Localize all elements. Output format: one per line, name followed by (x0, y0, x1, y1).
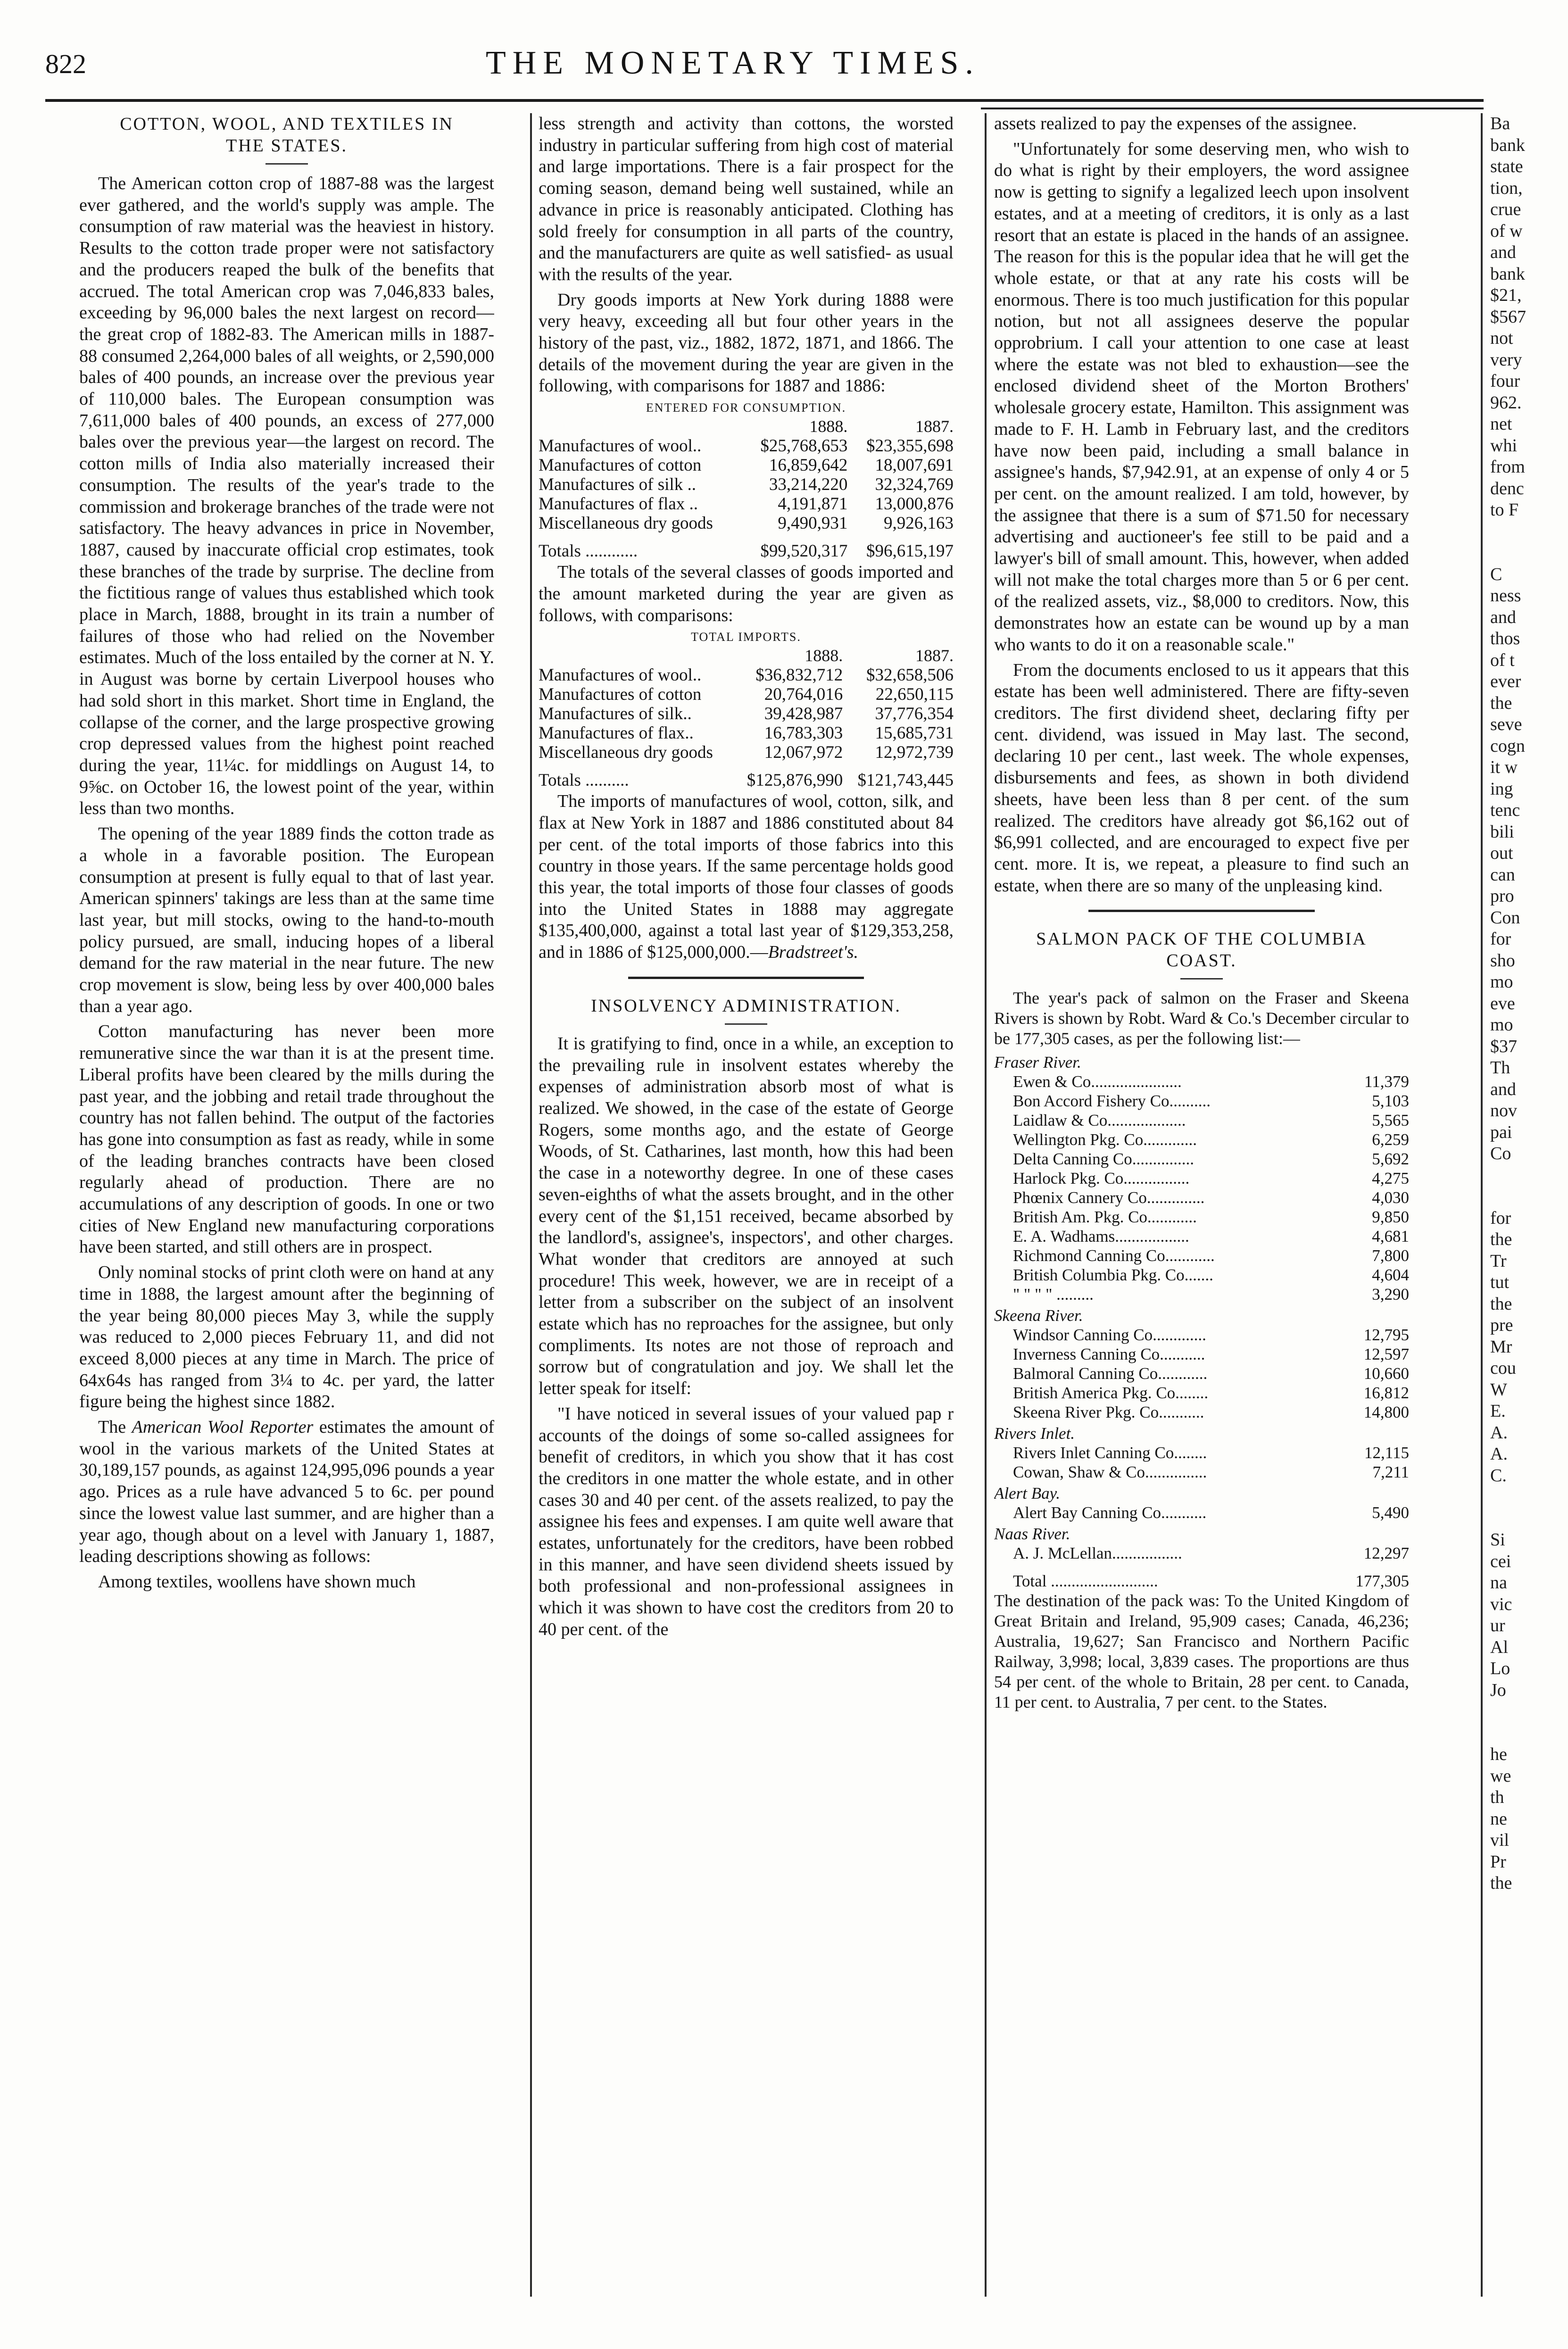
clipped-text-fragment: bank (1490, 135, 1525, 155)
clipped-text-fragment: the (1490, 1873, 1512, 1893)
cannery-table (994, 1443, 1409, 1482)
paragraph-lead: The (98, 1417, 126, 1437)
cannery-cases: 9,850 (1372, 1208, 1409, 1227)
clipped-text-fragment (1490, 1701, 1561, 1744)
clipped-text-fragment: denc (1490, 478, 1524, 498)
cannery-table (994, 1072, 1409, 1304)
clipped-text-fragment: we (1490, 1766, 1511, 1786)
table-header-row (539, 417, 954, 436)
table-row (539, 685, 954, 704)
cannery-row (994, 1285, 1409, 1304)
clipped-text-fragment: whi (1490, 435, 1517, 456)
paragraph: The totals of the several classes of goods imported and the amount marketed during the year are given as follows, with comparisons: (539, 562, 954, 625)
paragraph: From the documents enclosed to us it appears that this estate has been well administered. There are fifty-seven creditors. The first dividend sheet, declaring fifty per cent. dividend, was issued in May last. The second, declaring 10 per cent., last week. The whole expenses, disbursements and fees, as shown in both dividend sheets, have been less than 8 per cent. of the sum realized. The creditors have already got $6,162 out of $6,991 collected, and are encouraged to expect five per cent. more. It is, we repeat, a pleasure to find such an estate, when there are so many of the unpleasing kind. (994, 660, 1409, 896)
table-row (539, 665, 954, 685)
cannery-table (994, 1544, 1409, 1563)
header-rule (45, 99, 1484, 102)
cannery-cases: 7,800 (1372, 1246, 1409, 1265)
clipped-text-fragment: 962. (1490, 392, 1522, 413)
cannery-cases: 7,211 (1372, 1463, 1409, 1482)
clipped-text-fragment: Si (1490, 1530, 1505, 1550)
row-label: Manufactures of cotton (539, 456, 702, 475)
row-value-1887: 12,972,739 (875, 743, 954, 763)
row-label: Manufactures of flax .. (539, 494, 698, 514)
paragraph: "I have noticed in several issues of your valued pap r accounts of the doings of some so-called assignees for benefit of creditors, in which you show that it has cost the creditors in one matter the whole estate, and in other cases 30 and 40 per cent. of the assets realized, to pay the assignee his fees and expenses. I am quite well aware that estates, unfortunately for the creditors, have been robbed in this manner, and have seen dividend sheets issued by both professional and non-professional assignees in which it was shown to have cost the creditors from 20 to 40 per cent. of the (539, 1403, 954, 1639)
clipped-text-fragment (1490, 1486, 1561, 1529)
page-number: 822 (45, 49, 86, 79)
clipped-text-fragment: not (1490, 328, 1513, 348)
article-title-salmon (994, 928, 1409, 971)
column-2 (539, 113, 954, 2297)
row-value-1887: 22,650,115 (875, 685, 954, 705)
cannery-name: A. J. McLellan................. (1013, 1544, 1182, 1563)
cannery-row (994, 1227, 1409, 1246)
clipped-text-fragment: of w (1490, 221, 1523, 241)
clipped-text-fragment: and (1490, 607, 1516, 627)
table-total-row (539, 533, 954, 561)
clipped-text-fragment: tenc (1490, 800, 1520, 820)
title-rule (265, 163, 308, 165)
column-3 (994, 113, 1409, 2297)
column-1 (79, 113, 494, 2297)
cannery-name: Delta Canning Co............... (1013, 1150, 1194, 1169)
cannery-row (994, 1403, 1409, 1422)
clipped-text-fragment: four (1490, 371, 1520, 391)
column-divider (1481, 113, 1483, 2297)
total-value: $125,876,990 (747, 771, 843, 790)
cannery-cases: 14,800 (1363, 1403, 1409, 1422)
cannery-name: Cowan, Shaw & Co............... (1013, 1463, 1207, 1482)
total-value: $96,615,197 (866, 541, 954, 561)
paragraph (79, 1417, 494, 1568)
cannery-row (994, 1169, 1409, 1188)
clipped-text-fragment: Ba (1490, 114, 1510, 133)
clipped-text-fragment: net (1490, 414, 1512, 434)
clipped-text-fragment: the (1490, 693, 1512, 713)
article-title-line: COAST. (1166, 951, 1237, 971)
clipped-text-fragment: pro (1490, 886, 1514, 906)
row-label: Manufactures of wool.. (539, 665, 702, 685)
article-title-line: SALMON PACK OF THE COLUMBIA (1036, 929, 1367, 949)
row-value-1887: 13,000,876 (875, 494, 954, 514)
clipped-text-fragment: Con (1490, 907, 1520, 928)
paragraph: The opening of the year 1889 finds the cotton trade as a whole in a favorable position. The European consumption at present is fully equal to that of last year. American spinners' takings are less than at the same time last year, but mill stocks, owing to the hand-to-mouth policy pursued, are small, inducing hopes of a liberal demand for the raw material in the near future. The new crop movement is slow, being less by over 400,000 bales than a year ago. (79, 824, 494, 1016)
clipped-text-fragment: it w (1490, 757, 1518, 777)
cannery-name: Inverness Canning Co........... (1013, 1345, 1205, 1364)
table-row (539, 456, 954, 475)
total-value: 177,305 (1355, 1572, 1409, 1591)
clipped-text-fragment: tut (1490, 1272, 1510, 1292)
cannery-cases: 6,259 (1372, 1130, 1409, 1149)
paragraph: less strength and activity than cottons, the worsted industry in particular suffering from high cost of material and large importations. There is a fair prospect for the coming season, demand being well sustained, while an advance in price is reasonably anticipated. Clothing has sold freely for consumption in all parts of the country, and the manufacturers are quite as well satisfied- as usual with the results of the year. (539, 114, 954, 284)
row-value-1887: 15,685,731 (875, 723, 954, 743)
clipped-text-fragment: the (1490, 1294, 1512, 1314)
cannery-row (994, 1130, 1409, 1149)
cannery-cases: 12,297 (1363, 1544, 1409, 1563)
cannery-row (994, 1149, 1409, 1169)
paragraph-body: The imports of manufactures of wool, cotton, silk, and flax at New York in 1887 and 1886 constituted about 84 per cent. of the total imports of those fabrics into this country in those years. If the same percentage holds good this year, the total imports of those four classes of goods into the United States in 1888 may aggregate $135,400,000, against a total last year of $129,353,258, and in 1886 of $125,000,000.— (539, 791, 954, 963)
cannery-cases: 11,379 (1364, 1072, 1409, 1091)
paragraph (539, 791, 954, 963)
clipped-text-fragment: cou (1490, 1358, 1516, 1378)
cannery-name: Rivers Inlet Canning Co........ (1013, 1444, 1207, 1462)
cannery-name: Wellington Pkg. Co............. (1013, 1130, 1197, 1149)
row-value-1888: $25,768,653 (760, 436, 848, 456)
cannery-row (994, 1265, 1409, 1285)
cannery-row (994, 1246, 1409, 1265)
cannery-name: " " " " ......... (1013, 1285, 1094, 1304)
clipped-text-fragment: vil (1490, 1830, 1510, 1850)
cannery-name: Phœnix Cannery Co.............. (1013, 1188, 1205, 1207)
clipped-text-fragment: cogn (1490, 736, 1525, 756)
clipped-text-fragment: $21, (1490, 285, 1522, 305)
clipped-text-fragment: ne (1490, 1809, 1507, 1829)
clipped-text-fragment (1490, 521, 1561, 564)
cannery-cases: 5,490 (1372, 1503, 1409, 1522)
row-value-1887: 37,776,354 (875, 704, 954, 724)
table-body (539, 436, 954, 533)
cannery-cases: 4,275 (1372, 1169, 1409, 1188)
year-header: 1888. (805, 646, 843, 665)
clipped-text-fragment: pre (1490, 1315, 1513, 1335)
cannery-cases: 3,290 (1372, 1285, 1409, 1304)
article-title-line: COTTON, WOOL, AND TEXTILES IN (120, 114, 454, 134)
clipped-text-fragment: Co (1490, 1144, 1511, 1163)
row-value-1888: 16,859,642 (769, 456, 848, 475)
row-value-1888: $36,832,712 (755, 665, 843, 685)
clipped-text-fragment: thos (1490, 629, 1520, 648)
cannery-row (994, 1364, 1409, 1383)
column-divider (530, 113, 532, 2297)
cannery-name: Windsor Canning Co............. (1013, 1326, 1206, 1345)
column-divider (985, 113, 987, 2297)
row-value-1888: 39,428,987 (764, 704, 843, 724)
clipped-text-fragment: very (1490, 349, 1522, 370)
cannery-cases: 4,030 (1372, 1188, 1409, 1207)
clipped-text-fragment: and (1490, 242, 1516, 262)
clipped-text-fragment: ing (1490, 779, 1513, 799)
cannery-name: Alert Bay Canning Co........... (1013, 1503, 1207, 1522)
paragraph: The year's pack of salmon on the Fraser and Skeena Rivers is shown by Robt. Ward & Co.'s December circular to be 177,305 cases, as per the following list:— (994, 988, 1409, 1048)
cannery-cases: 5,565 (1372, 1111, 1409, 1130)
paragraph: Dry goods imports at New York during 1888 were very heavy, exceeding all but four other years in the history of the past, viz., 1882, 1872, 1871, and 1866. The details of the movement during the year are given in the following, with comparisons for 1887 and 1886: (539, 290, 954, 396)
clipped-text-fragment: $567 (1490, 307, 1526, 327)
table-header-row (539, 646, 954, 665)
row-value-1888: 4,191,871 (778, 494, 848, 514)
clipped-text-fragment: nov (1490, 1101, 1517, 1121)
cannery-cases: 4,681 (1372, 1227, 1409, 1246)
clipped-text-fragment: Jo (1490, 1680, 1506, 1700)
clipped-text-fragment: he (1490, 1744, 1507, 1764)
row-label: Miscellaneous dry goods (539, 743, 713, 763)
cannery-name: Harlock Pkg. Co................ (1013, 1169, 1190, 1188)
clipped-text-fragment: Th (1490, 1058, 1510, 1078)
clipped-text-fragment: sho (1490, 950, 1515, 971)
river-heading: Alert Bay. (994, 1484, 1060, 1503)
cannery-row (994, 1345, 1409, 1364)
river-heading: Rivers Inlet. (994, 1424, 1075, 1443)
imports-table (539, 646, 954, 790)
cannery-table (994, 1503, 1409, 1522)
paragraph: The American cotton crop of 1887-88 was the largest ever gathered, and the world's supply was ample. The consumption of raw material was the heaviest in history. Results to the cotton trade proper were not satisfactory and the producers reaped the bulk of the benefits that accrued. The total American crop was 7,046,833 bales, exceeding by 96,000 bales the next largest on record—the great crop of 1882-83. The American mills in 1887-88 consumed 2,264,000 bales of all weights, or 2,590,000 bales of 400 pounds, an increase over the previous year of 110,000 bales. The European consumption was 7,611,000 bales of 400 pounds, an excess of 277,000 bales over the previous year—the largest on record. The cotton mills of India also materially increased their consumption. The results of the year's trade to the commission and brokerage branches of the trade were not satisfactory. The heavy advances in price in November, 1887, caused by inaccurate official crop estimates, took these branches of the trade by surprise. The decline from the fictitious range of values thus established which took place in March, 1888, brought in its train a number of failures of those who had relied on the November estimates. Much of the loss entailed by the corner at N. Y. in August was borne by certain Liverpool houses who had sold short in this market. Short time in England, the collapse of the corner, and the large prospective growing crop depressed values from the highest point reached during the year, 11¼c. for middlings on August 14, to 9⅝c. on October 16, the lowest point of the year, within less than two months. (79, 174, 494, 819)
clipped-text-fragment: and (1490, 1079, 1516, 1099)
article-title-insolvency: INSOLVENCY ADMINISTRATION. (591, 996, 901, 1016)
clipped-text-fragment: Al (1490, 1637, 1508, 1657)
row-label: Miscellaneous dry goods (539, 514, 713, 533)
cannery-name: Ewen & Co...................... (1013, 1072, 1182, 1091)
pack-total-row (994, 1563, 1409, 1591)
total-value: $121,743,445 (857, 771, 954, 790)
row-value-1887: 32,324,769 (875, 475, 954, 495)
clipped-text-fragment: for (1490, 1208, 1511, 1228)
row-value-1888: 20,764,016 (764, 685, 843, 705)
cannery-cases: 5,103 (1372, 1092, 1409, 1111)
row-value-1888: 16,783,303 (764, 723, 843, 743)
clipped-text-fragment: mo (1490, 972, 1513, 992)
paragraph: "Unfortunately for some deserving men, who wish to do what is right by their employers, the word assignee now is getting to signify a legalized leech upon insolvent estates, and at a meeting of creditors, it is only as a last resort that an estate is placed in the hands of an assignee. The reason for this is the popular idea that he will get the whole estate, or that at any rate his costs will be enormous. There is too much justification for this popular notion, but not all assignees deserve the popular opprobrium. I call your attention to one case at least where the estate was not bled to exhaustion—see the enclosed dividend sheet of the Morton Brothers' wholesale grocery estate, Hamilton. This assignment was made to F. H. Lamb in February last, and the creditors have now been paid, including a small balance in assignee's hands, $7,942.91, at an expense of only 4 or 5 per cent. on the amount realized. I am told, however, by the assignee that there is a sum of $71.50 for necessary advertising and auctioneer's fee still to be paid and a lawyer's bill of small amount. This, however, when added will not make the total charges more than 5 or 6 per cent. of the realized assets, viz., $8,000 to creditors. Now, this demonstrates how an estate can be wound up by a man who wants to do it on a reasonable scale." (994, 139, 1409, 655)
cannery-cases: 4,604 (1372, 1266, 1409, 1285)
header-rule-secondary (981, 108, 1484, 109)
table-title: TOTAL IMPORTS. (691, 630, 801, 644)
cannery-cases: 10,660 (1363, 1364, 1409, 1383)
year-header: 1888. (809, 417, 848, 436)
table-row (539, 514, 954, 533)
clipped-text-fragment: Pr (1490, 1851, 1506, 1872)
clipped-text-fragment: C (1490, 564, 1502, 584)
paragraph: Only nominal stocks of print cloth were on hand at any time in 1888, the largest amount after the beginning of the year being 80,000 pieces May 3, while the supply was reduced to 2,000 pieces February 11, and did not exceed 8,000 pieces at any time in March. The price of 64x64s has ranged from 3¼ to 4c. per yard, the latter figure being the highest since 1882. (79, 1262, 494, 1412)
cannery-name: Bon Accord Fishery Co.......... (1013, 1092, 1211, 1111)
clipped-text-fragment: $37 (1490, 1036, 1517, 1056)
table-row (539, 743, 954, 762)
clipped-text-fragment: crue (1490, 199, 1521, 219)
table-row (539, 723, 954, 743)
consumption-table (539, 417, 954, 561)
cannery-name: British Am. Pkg. Co............ (1013, 1208, 1197, 1227)
table-row (539, 704, 954, 723)
masthead-title: THE MONETARY TIMES. (486, 45, 980, 81)
article-separator (1088, 910, 1315, 912)
row-label: Manufactures of cotton (539, 685, 702, 705)
table-row (539, 436, 954, 456)
clipped-text-fragment: na (1490, 1573, 1507, 1593)
clipped-text-fragment: to F (1490, 500, 1519, 520)
paragraph-rest: estimates the amount of wool in the various markets of the United States at 30,189,157 pounds, as against 124,995,096 pounds a year ago. Prices as a rule have advanced 5 to 6c. per pound since the lowest value last summer, and are higher than a year ago, though about on a level with January 1, 1887, leading descriptions showing as follows: (79, 1417, 494, 1567)
article-separator (628, 977, 864, 979)
cannery-name: Skeena River Pkg. Co........... (1013, 1403, 1204, 1422)
clipped-text-fragment: bank (1490, 264, 1525, 284)
clipped-text-fragment: ness (1490, 586, 1521, 606)
cannery-cases: 5,692 (1372, 1150, 1409, 1169)
clipped-text-fragment: mo (1490, 1015, 1513, 1035)
clipped-text-fragment: ever (1490, 672, 1521, 691)
clipped-text-fragment: of t (1490, 650, 1515, 670)
table-total-row (539, 762, 954, 790)
clipped-text-fragment: vic (1490, 1594, 1512, 1614)
paragraph: Cotton manufacturing has never been more remunerative since the war than it is at the present time. Liberal profits have been cleared by the mills during the past year, and the jobbing and retail trade throughout the country has not fallen behind. The output of the factories has gone into consumption as fast as ready, while in some of the leading branches contracts have been closed regularly ahead of production. There are no accumulations of any description of goods. In one or two cities of New England new manufacturing corporations have been started, and still others are in prospect. (79, 1021, 494, 1257)
year-header: 1887. (915, 646, 954, 665)
title-rule (1180, 978, 1223, 979)
cannery-row (994, 1111, 1409, 1130)
clipped-text-fragment: ur (1490, 1616, 1505, 1635)
cannery-row (994, 1503, 1409, 1522)
clipped-text-fragment: the (1490, 1229, 1512, 1249)
cannery-row (994, 1443, 1409, 1462)
river-heading: Naas River. (994, 1525, 1070, 1544)
clipped-text-fragment: can (1490, 864, 1515, 885)
clipped-text-fragment: W (1490, 1379, 1507, 1400)
table-title: ENTERED FOR CONSUMPTION. (646, 401, 846, 415)
cannery-name: British America Pkg. Co........ (1013, 1384, 1209, 1403)
cannery-cases: 12,597 (1363, 1345, 1409, 1364)
cannery-cases: 12,795 (1363, 1326, 1409, 1345)
clipped-text-fragment: out (1490, 843, 1513, 863)
cannery-name: Richmond Canning Co............ (1013, 1246, 1215, 1265)
row-label: Manufactures of wool.. (539, 436, 702, 456)
total-label: Totals ............ (539, 541, 638, 561)
table-row (539, 475, 954, 494)
row-label: Manufactures of flax.. (539, 723, 694, 743)
cannery-row (994, 1072, 1409, 1091)
total-label: Totals .......... (539, 771, 629, 790)
clipped-text-fragment: A. (1490, 1422, 1508, 1443)
cannery-table (994, 1325, 1409, 1422)
cannery-row (994, 1462, 1409, 1482)
clipped-text-fragment: cei (1490, 1551, 1511, 1571)
river-heading: Skeena River. (994, 1306, 1083, 1325)
source-credit: Bradstreet's. (768, 942, 859, 963)
cannery-cases: 16,812 (1363, 1384, 1409, 1403)
year-header: 1887. (915, 417, 954, 436)
cannery-row (994, 1544, 1409, 1563)
cannery-row (994, 1383, 1409, 1403)
paragraph: It is gratifying to find, once in a while, an exception to the prevailing rule in insolvent estates whereby the expenses of administration absorb most of what is realized. We showed, in the case of the estate of George Rogers, some months ago, and the estate of George Woods, of St. Catharines, last month, how this had been the case in a noteworthy degree. In one of these cases seven-eighths of what the assets brought, and in the other every cent of the $1,151 received, became absorbed by the landlord's, assignee's, inspectors', and other charges. What wonder that creditors are annoyed at such procedure! This week, however, we are in receipt of a letter from a subscriber on the subject of an insolvent estate which has no reproaches for the assignee, but only compliments. Its notes are not those of reproach and sorrow but of congratulation and joy. We shall let the letter speak for itself: (539, 1033, 954, 1399)
clipped-text-fragment: Lo (1490, 1659, 1510, 1678)
row-label: Manufactures of silk.. (539, 704, 692, 724)
row-value-1887: 18,007,691 (875, 456, 954, 475)
cannery-name: Laidlaw & Co................... (1013, 1111, 1186, 1130)
clipped-text-fragment: pai (1490, 1122, 1512, 1142)
clipped-text-fragment: for (1490, 929, 1511, 949)
table-body (539, 665, 954, 762)
total-label: Total .......................... (1013, 1572, 1158, 1591)
clipped-column-fragments (1490, 113, 1561, 1952)
clipped-text-fragment (1490, 1165, 1561, 1208)
article-title-line: THE STATES. (226, 136, 348, 156)
row-value-1887: $32,658,506 (866, 665, 954, 685)
clipped-text-fragment: from (1490, 457, 1525, 477)
pack-total (994, 1563, 1409, 1591)
table-row (539, 494, 954, 514)
article-title-textiles (79, 113, 494, 157)
cannery-cases: 12,115 (1364, 1444, 1409, 1462)
clipped-text-fragment: state (1490, 157, 1523, 176)
cannery-row (994, 1325, 1409, 1345)
paragraph: Among textiles, woollens have shown much (98, 1572, 416, 1592)
cannery-name: Balmoral Canning Co............ (1013, 1364, 1208, 1383)
cannery-row (994, 1188, 1409, 1207)
total-value: $99,520,317 (760, 541, 848, 561)
cannery-name: E. A. Wadhams.................. (1013, 1227, 1189, 1246)
clipped-text-fragment: Mr (1490, 1336, 1512, 1357)
river-heading: Fraser River. (994, 1053, 1081, 1072)
clipped-text-fragment: A. (1490, 1444, 1508, 1464)
cannery-row (994, 1207, 1409, 1227)
paragraph: The destination of the pack was: To the United Kingdom of Great Britain and Ireland, 95,909 cases; Canada, 46,236; Australia, 19,627; San Francisco and Northern Pacific Railway, 3,998; local, 3,839 cases. The proportions are thus 54 per cent. of the whole to Britain, 28 per cent. to Canada, 11 per cent. to Australia, 7 per cent. to the States. (994, 1591, 1409, 1712)
paragraph: assets realized to pay the expenses of the assignee. (994, 114, 1357, 133)
clipped-text-fragment: seve (1490, 714, 1522, 734)
clipped-text-fragment: E. (1490, 1401, 1506, 1421)
row-label: Manufactures of silk .. (539, 475, 696, 495)
clipped-text-fragment: C. (1490, 1465, 1507, 1486)
clipped-text-fragment: bili (1490, 822, 1514, 842)
title-rule (725, 1023, 767, 1025)
row-value-1887: $23,355,698 (866, 436, 954, 456)
row-value-1888: 12,067,972 (764, 743, 843, 763)
clipped-text-fragment: th (1490, 1787, 1504, 1807)
cannery-name: British Columbia Pkg. Co....... (1013, 1266, 1213, 1285)
clipped-text-fragment: tion, (1490, 178, 1523, 198)
row-value-1887: 9,926,163 (884, 514, 954, 533)
salmon-pack-list (994, 1053, 1409, 1563)
row-value-1888: 9,490,931 (778, 514, 848, 533)
clipped-text-fragment: Tr (1490, 1251, 1507, 1271)
journal-name: American Wool Reporter (132, 1417, 314, 1437)
clipped-text-fragment: eve (1490, 993, 1515, 1013)
row-value-1888: 33,214,220 (769, 475, 848, 495)
cannery-row (994, 1091, 1409, 1111)
